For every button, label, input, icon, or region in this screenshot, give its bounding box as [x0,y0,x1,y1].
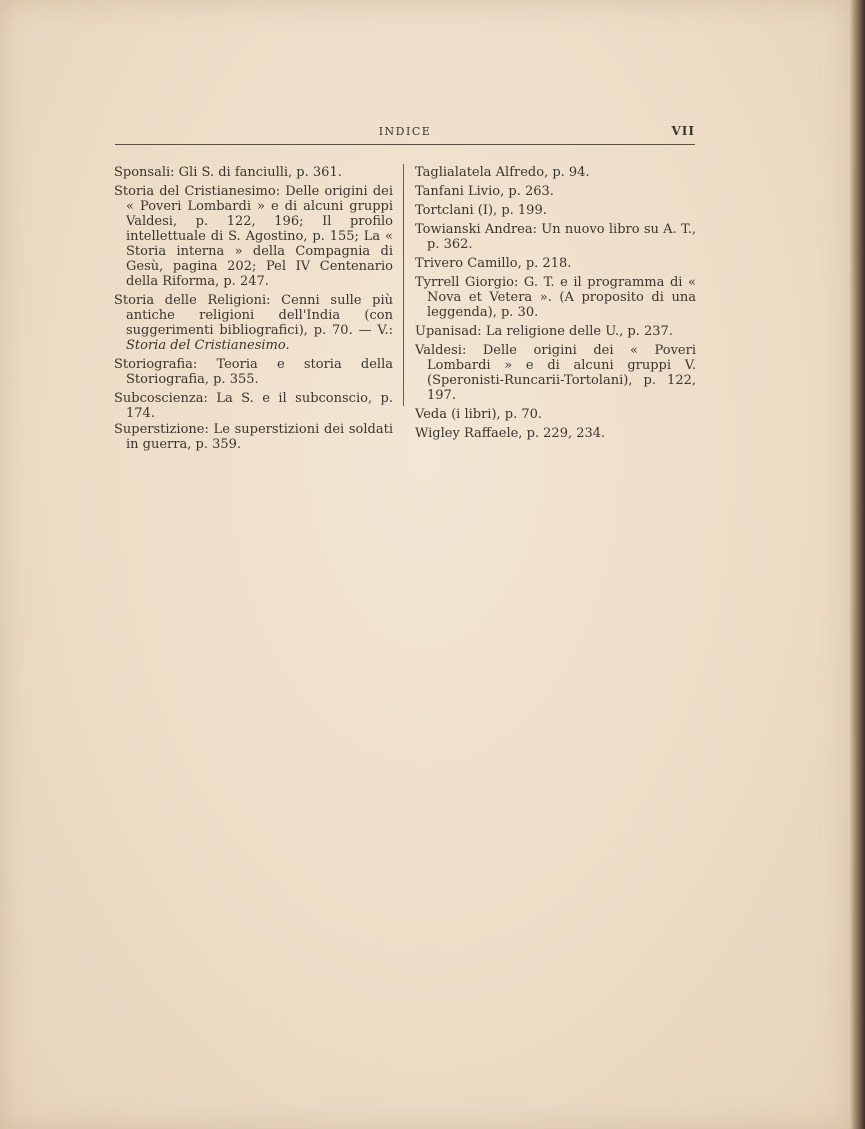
index-entry: Taglialatela Alfredo, p. 94. [415,165,590,180]
index-entry: Wigley Raffaele, p. 229, 234. [415,426,606,441]
running-header [115,124,695,145]
index-column-left [114,165,393,456]
index-entry: Superstizione: Le superstizioni dei soldati in guerra, p. 359. [114,422,393,452]
index-entry: Storia del Cristianesimo: Delle origini dei « Poveri Lombardi » e di alcuni gruppi Valdesi, p. 122, 196; Il profilo intellettuale di S. Agostino, p. 155; La « Storia interna » della Compagnia di Gesù, pagina 202; Pel IV Centenario della Riforma, p. 247. [114,184,393,289]
cross-reference: Storia del Cristianesimo. [126,338,290,353]
header-title: INDICE [378,125,432,138]
index-entry: Valdesi: Delle origini dei « Poveri Lombardi » e di alcuni gruppi V. (Speronisti-Runcarii-Tortolani), p. 122, 197. [415,343,696,403]
index-entry: Veda (i libri), p. 70. [415,407,543,422]
index-entry: Storia delle Religioni: Cenni sulle più antiche religioni dell'India (con suggerimenti bibliografici), p. 70. — V.: Storia del Cristianesimo. [114,293,393,353]
index-entry: Upanisad: La religione delle U., p. 237. [415,324,673,339]
page-number: VII [671,124,695,138]
index-entry: Subcoscienza: La S. e il subconscio, p. 174. [114,391,393,421]
index-entry: Tanfani Livio, p. 263. [415,184,554,199]
page-edge [850,0,865,1129]
index-entry: Towianski Andrea: Un nuovo libro su A. T., p. 362. [415,222,696,252]
index-entry: Tortclani (I), p. 199. [415,203,547,218]
index-entry: Trivero Camillo, p. 218. [415,256,572,271]
index-entry: Sponsali: Gli S. di fanciulli, p. 361. [114,165,342,180]
index-entry: Storiografia: Teoria e storia della Storiografia, p. 355. [114,357,393,387]
column-divider [403,164,404,406]
index-entry: Tyrrell Giorgio: G. T. e il programma di « Nova et Vetera ». (A proposito di una leggenda), p. 30. [415,275,696,320]
index-column-right [415,165,696,445]
